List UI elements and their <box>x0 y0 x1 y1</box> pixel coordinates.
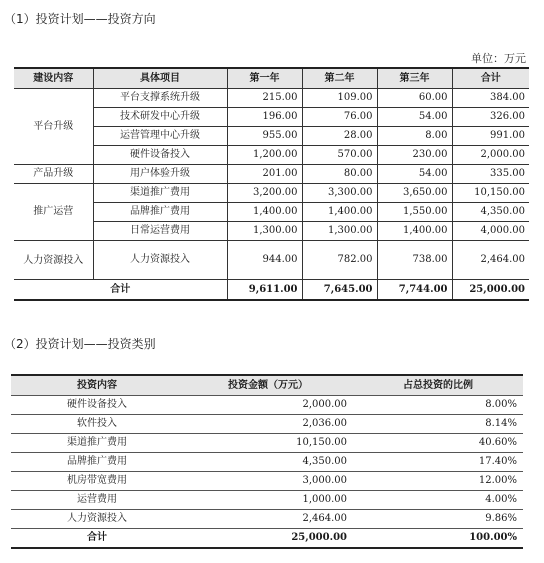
total-label: 合计 <box>14 280 227 301</box>
value-cell: 28.00 <box>302 127 377 146</box>
ratio-cell: 4.00% <box>353 491 523 510</box>
total-value: 7,744.00 <box>377 280 452 301</box>
amount-cell: 3,000.00 <box>183 472 353 491</box>
value-cell: 3,650.00 <box>377 184 452 203</box>
amount-cell: 2,000.00 <box>183 396 353 415</box>
total-value: 7,645.00 <box>302 280 377 301</box>
table-row <box>11 396 523 415</box>
value-cell: 109.00 <box>302 89 377 108</box>
header-cell: 第一年 <box>227 68 302 89</box>
category-cell: 软件投入 <box>11 415 183 434</box>
value-cell: 60.00 <box>377 89 452 108</box>
header-cell: 第三年 <box>377 68 452 89</box>
header-cell: 第二年 <box>302 68 377 89</box>
item-cell: 运营管理中心升级 <box>93 127 227 146</box>
value-cell: 215.00 <box>227 89 302 108</box>
value-cell: 2,000.00 <box>452 146 529 165</box>
group-cell: 平台升级 <box>14 89 93 165</box>
value-cell: 80.00 <box>302 165 377 184</box>
value-cell: 570.00 <box>302 146 377 165</box>
item-cell: 品牌推广费用 <box>93 203 227 222</box>
category-cell: 硬件设备投入 <box>11 396 183 415</box>
category-cell: 人力资源投入 <box>11 510 183 529</box>
value-cell: 10,150.00 <box>452 184 529 203</box>
header-cell: 占总投资的比例 <box>353 375 523 396</box>
section1-title: （1）投资计划——投资方向 <box>4 12 156 26</box>
investment-category-table <box>11 374 523 549</box>
section2-title: （2）投资计划——投资类别 <box>4 337 156 351</box>
value-cell: 3,200.00 <box>227 184 302 203</box>
amount-cell: 1,000.00 <box>183 491 353 510</box>
group-cell: 产品升级 <box>14 165 93 184</box>
total-row <box>14 280 529 301</box>
header-cell: 投资内容 <box>11 375 183 396</box>
amount-cell: 2,036.00 <box>183 415 353 434</box>
item-cell: 硬件设备投入 <box>93 146 227 165</box>
ratio-cell: 8.00% <box>353 396 523 415</box>
category-cell: 机房带宽费用 <box>11 472 183 491</box>
table-row <box>11 434 523 453</box>
table-row <box>14 184 529 203</box>
table-row <box>11 510 523 529</box>
item-cell: 平台支撑系统升级 <box>93 89 227 108</box>
group-cell: 人力资源投入 <box>14 241 93 280</box>
value-cell: 1,400.00 <box>302 203 377 222</box>
value-cell: 1,550.00 <box>377 203 452 222</box>
value-cell: 326.00 <box>452 108 529 127</box>
value-cell: 196.00 <box>227 108 302 127</box>
item-cell: 日常运营费用 <box>93 222 227 241</box>
table-row <box>14 89 529 108</box>
header-cell: 投资金额（万元） <box>183 375 353 396</box>
value-cell: 54.00 <box>377 108 452 127</box>
amount-cell: 2,464.00 <box>183 510 353 529</box>
total-row <box>11 529 523 549</box>
category-cell: 运营费用 <box>11 491 183 510</box>
value-cell: 4,350.00 <box>452 203 529 222</box>
unit-label: 单位：万元 <box>471 52 526 65</box>
value-cell: 782.00 <box>302 241 377 280</box>
ratio-cell: 9.86% <box>353 510 523 529</box>
ratio-cell: 8.14% <box>353 415 523 434</box>
item-cell: 用户体验升级 <box>93 165 227 184</box>
category-cell: 品牌推广费用 <box>11 453 183 472</box>
ratio-cell: 12.00% <box>353 472 523 491</box>
value-cell: 991.00 <box>452 127 529 146</box>
value-cell: 8.00 <box>377 127 452 146</box>
table-row <box>14 241 529 280</box>
value-cell: 335.00 <box>452 165 529 184</box>
item-cell: 人力资源投入 <box>93 241 227 280</box>
amount-cell: 10,150.00 <box>183 434 353 453</box>
value-cell: 955.00 <box>227 127 302 146</box>
total-label: 合计 <box>11 529 183 549</box>
value-cell: 738.00 <box>377 241 452 280</box>
table-header-row <box>14 68 529 89</box>
ratio-cell: 40.60% <box>353 434 523 453</box>
value-cell: 1,300.00 <box>302 222 377 241</box>
value-cell: 54.00 <box>377 165 452 184</box>
header-cell: 具体项目 <box>93 68 227 89</box>
value-cell: 3,300.00 <box>302 184 377 203</box>
value-cell: 1,200.00 <box>227 146 302 165</box>
table-row <box>11 453 523 472</box>
value-cell: 76.00 <box>302 108 377 127</box>
table-row <box>11 415 523 434</box>
investment-direction-table <box>14 67 529 301</box>
item-cell: 技术研发中心升级 <box>93 108 227 127</box>
value-cell: 1,400.00 <box>377 222 452 241</box>
table-row <box>11 491 523 510</box>
header-cell: 合计 <box>452 68 529 89</box>
ratio-cell: 17.40% <box>353 453 523 472</box>
table-row <box>14 165 529 184</box>
value-cell: 4,000.00 <box>452 222 529 241</box>
total-ratio: 100.00% <box>353 529 523 549</box>
value-cell: 1,300.00 <box>227 222 302 241</box>
header-cell: 建设内容 <box>14 68 93 89</box>
total-amount: 25,000.00 <box>183 529 353 549</box>
group-cell: 推广运营 <box>14 184 93 241</box>
item-cell: 渠道推广费用 <box>93 184 227 203</box>
table-header-row <box>11 375 523 396</box>
value-cell: 201.00 <box>227 165 302 184</box>
value-cell: 230.00 <box>377 146 452 165</box>
total-value: 9,611.00 <box>227 280 302 301</box>
value-cell: 1,400.00 <box>227 203 302 222</box>
value-cell: 944.00 <box>227 241 302 280</box>
value-cell: 384.00 <box>452 89 529 108</box>
amount-cell: 4,350.00 <box>183 453 353 472</box>
total-value: 25,000.00 <box>452 280 529 301</box>
value-cell: 2,464.00 <box>452 241 529 280</box>
category-cell: 渠道推广费用 <box>11 434 183 453</box>
table-row <box>11 472 523 491</box>
